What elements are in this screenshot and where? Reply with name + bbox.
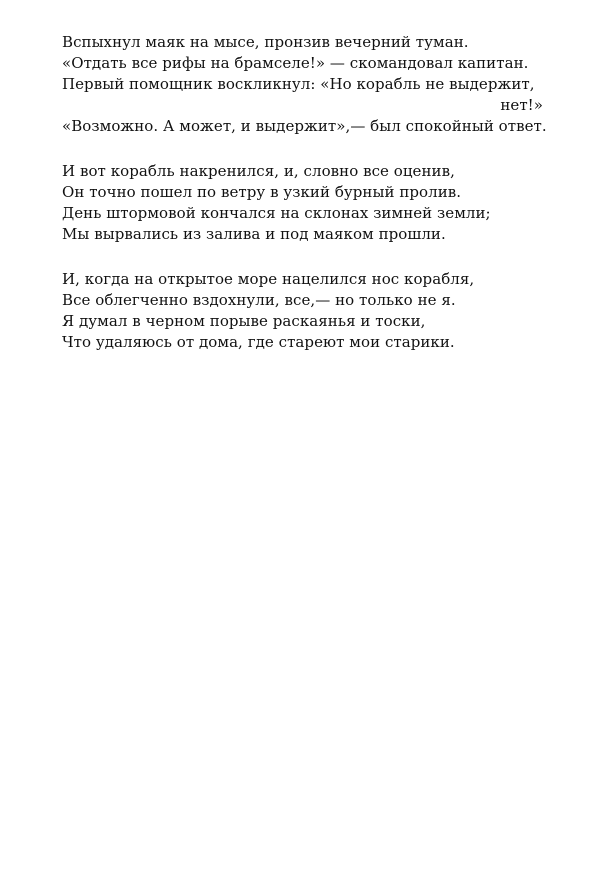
poem-line: «Отдать все рифы на брамселе!» — скомандовал капитан.	[62, 54, 529, 72]
poem-line: И вот корабль накренился, и, словно все оценив,	[62, 162, 455, 180]
poem-line: Вспыхнул маяк на мысе, пронзив вечерний туман.	[62, 33, 469, 51]
stanza-3	[62, 269, 543, 353]
poem-line: «Возможно. А может, и выдержит»,— был спокойный ответ.	[62, 117, 547, 135]
poem-line: Он точно пошел по ветру в узкий бурный пролив.	[62, 183, 462, 201]
poem-line: И, когда на открытое море нацелился нос корабля,	[62, 270, 475, 288]
poem-line: Я думал в черном порыве раскаянья и тоски,	[62, 312, 426, 330]
poem-text	[62, 32, 547, 377]
stanza-2	[62, 161, 543, 245]
poem-line-continuation: нет!»	[500, 96, 543, 114]
poem-line: Первый помощник воскликнул: «Но корабль не выдержит,	[62, 75, 535, 93]
stanza-1	[62, 32, 547, 137]
poem-line: Все облегченно вздохнули, все,— но только не я.	[62, 291, 456, 309]
poem-line: День штормовой кончался на склонах зимней земли;	[62, 204, 491, 222]
poem-line: Что удаляюсь от дома, где стареют мои старики.	[62, 333, 455, 351]
poem-line: Мы вырвались из залива и под маяком прошли.	[62, 225, 446, 243]
